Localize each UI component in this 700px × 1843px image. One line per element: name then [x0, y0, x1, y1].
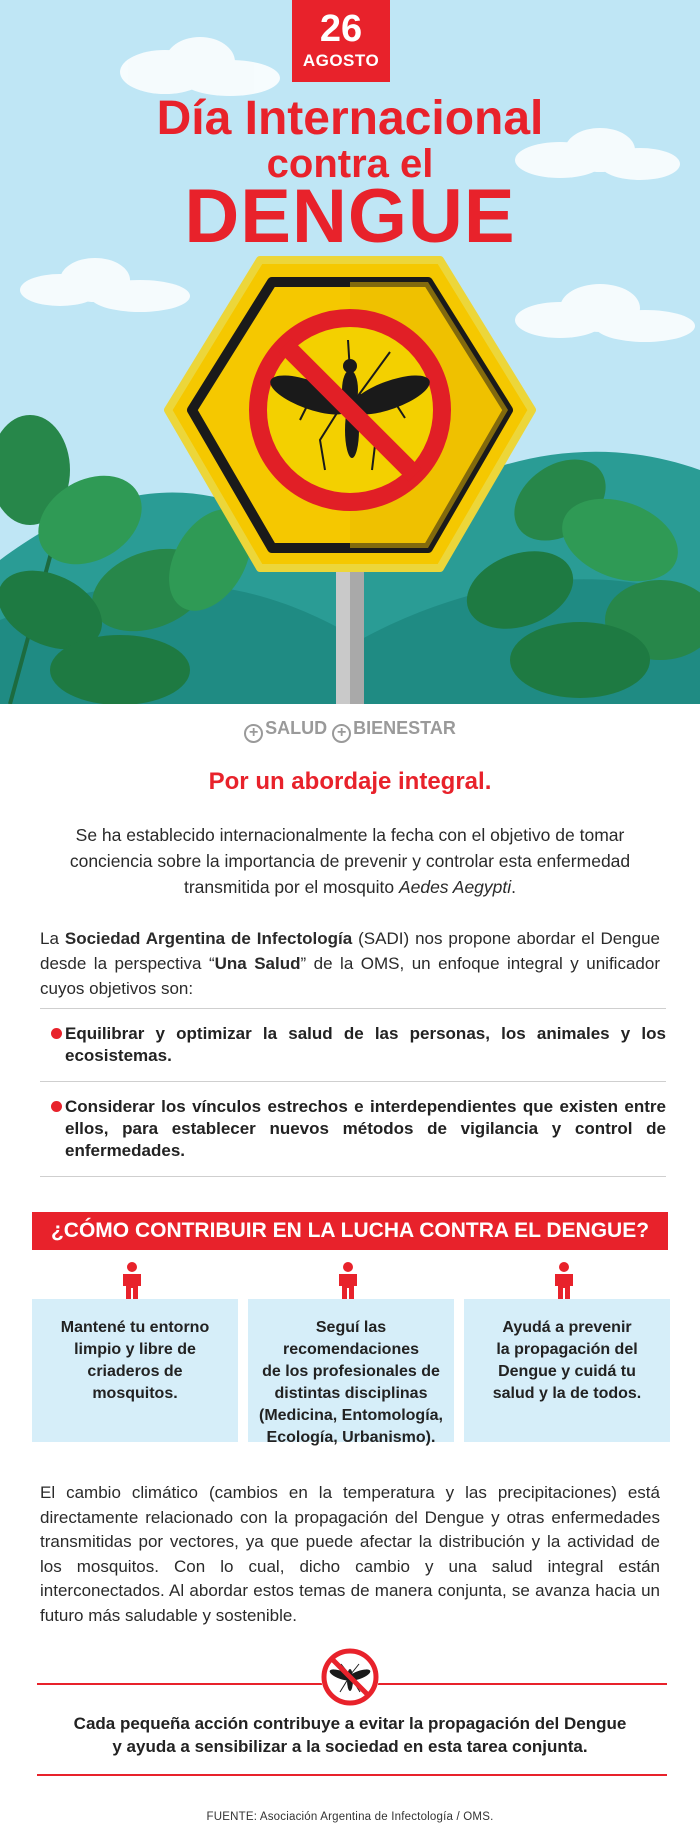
no-mosquito-icon	[319, 1646, 381, 1708]
list-item	[40, 1009, 666, 1082]
para2-text2: (SADI) nos propone abordar el Dengue desde la perspectiva “	[40, 929, 661, 973]
list-item-text: Considerar los vínculos estrechos e interdependientes que existen entre ellos, para establecer nuevos métodos de vigilancia y control de enfermedades.	[65, 1097, 666, 1160]
bullet-dot-icon	[51, 1028, 62, 1039]
para2-text1: La	[40, 929, 65, 948]
hero-banner	[0, 0, 700, 704]
date-day: 26	[319, 8, 363, 50]
brand-bienestar: BIENESTAR	[353, 718, 456, 738]
plus-icon: +	[244, 724, 263, 743]
tip-line: Ayudá a prevenir	[502, 1319, 632, 1336]
intro-text: Se ha establecido internacionalmente la fecha con el objetivo de tomar conciencia sobre la importancia de prevenir y controlar esta enfermedad transmitida por el mosquito	[69, 825, 631, 897]
tip-line: Ecología, Urbanismo).	[266, 1429, 436, 1446]
title-line2: contra el	[266, 142, 434, 186]
date-month: AGOSTO	[302, 51, 380, 70]
brand-salud: SALUD	[265, 718, 328, 738]
species-name: Aedes Aegypti	[398, 877, 512, 897]
tip-line: la propagación del	[496, 1341, 638, 1358]
tip-line: (Medicina, Entomología,	[258, 1407, 443, 1424]
date-badge	[292, 0, 390, 82]
tip-card-text	[464, 1299, 670, 1442]
tip-line: distintas disciplinas	[274, 1385, 428, 1402]
title-line1: Día Internacional	[156, 92, 544, 145]
tip-line: limpio y libre de	[74, 1341, 196, 1358]
tip-line: Dengue y cuidá tu	[498, 1363, 636, 1380]
brand-logo	[0, 718, 700, 743]
una-salud: Una Salud	[214, 954, 301, 973]
para2-text3: ” de la OMS, un enfoque integral y unificador cuyos objetivos son:	[40, 954, 660, 998]
closing-line1: Cada pequeña acción contribuye a evitar la propagación del Dengue	[73, 1714, 627, 1733]
bullet-dot-icon	[51, 1101, 62, 1112]
list-item-text: Equilibrar y optimizar la salud de las personas, los animales y los ecosistemas.	[65, 1024, 666, 1065]
plus-icon: +	[332, 724, 351, 743]
closing-line2: y ayuda a sensibilizar a la sociedad en esta tarea conjunta.	[112, 1737, 588, 1756]
climate-paragraph: El cambio climático (cambios en la temperatura y las precipitaciones) está directamente relacionado con la propagación del Dengue y otras enfermedades transmitidas por vectores, ya que puede afectar la distribución y la actividad de los mosquitos. Con lo cual, dicho cambio y una salud integral están interconectados. Al abordar estos temas de manera conjunta, se avanza hacia un futuro más saludable y sostenible.	[40, 1483, 660, 1625]
sadi-name: Sociedad Argentina de Infectología	[64, 929, 353, 948]
tip-line: Seguí las recomendaciones	[282, 1319, 420, 1358]
intro-paragraph	[55, 822, 645, 900]
person-icon	[120, 1262, 144, 1300]
source-note: FUENTE: Asociación Argentina de Infectología / OMS.	[206, 1811, 494, 1823]
tip-card-text	[248, 1299, 454, 1446]
objectives-list	[40, 1008, 666, 1177]
tip-line: de los profesionales de	[262, 1363, 440, 1380]
tip-line: Mantené tu entorno	[60, 1319, 210, 1336]
list-item	[40, 1082, 666, 1177]
contribute-banner: ¿CÓMO CONTRIBUIR EN LA LUCHA CONTRA EL DENGUE?	[32, 1212, 668, 1250]
person-icon	[336, 1262, 360, 1300]
title-line3: DENGUE	[184, 174, 516, 259]
tip-line: mosquitos.	[92, 1385, 178, 1402]
closing-message	[30, 1712, 670, 1758]
tip-card-text	[32, 1299, 238, 1442]
intro-end: .	[511, 877, 517, 897]
sadi-paragraph	[40, 926, 660, 1001]
section-subtitle: Por un abordaje integral.	[208, 768, 492, 795]
person-icon	[552, 1262, 576, 1300]
tip-line: criaderos de	[87, 1363, 183, 1380]
divider-bottom	[37, 1774, 667, 1776]
tip-line: salud y la de todos.	[492, 1385, 642, 1402]
